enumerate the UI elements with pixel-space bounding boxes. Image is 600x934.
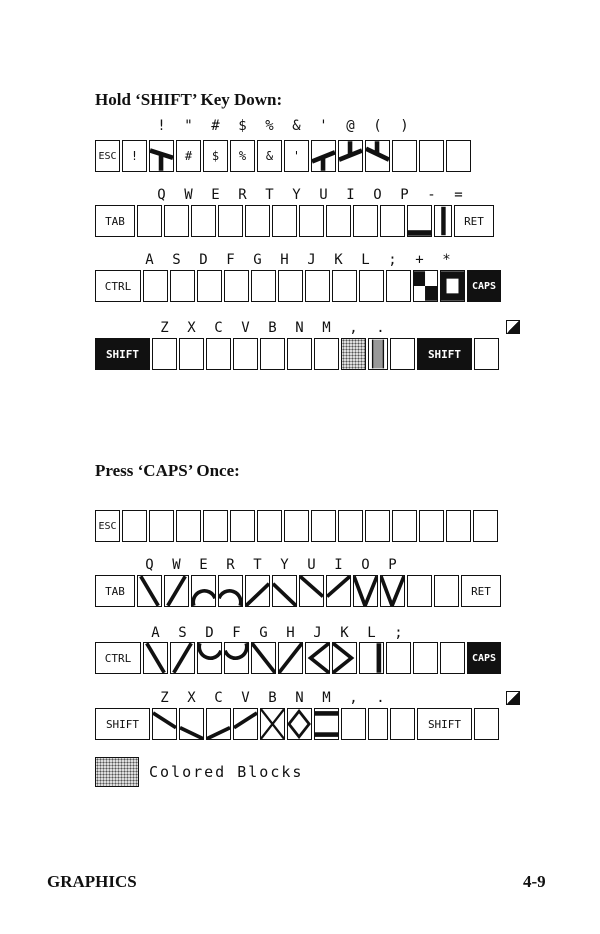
s1-row1-keys bbox=[95, 140, 471, 172]
s1-row3-keys bbox=[95, 270, 501, 302]
caps-key[interactable]: CAPS bbox=[467, 270, 501, 302]
key-star-graphic[interactable] bbox=[440, 270, 465, 302]
shift-right-key[interactable]: SHIFT bbox=[417, 338, 472, 370]
shift-left-key-2[interactable]: SHIFT bbox=[95, 708, 150, 740]
return-key-2[interactable]: RET bbox=[461, 575, 501, 607]
key-h[interactable] bbox=[278, 270, 303, 302]
key-r[interactable] bbox=[218, 205, 243, 237]
key-l[interactable] bbox=[359, 270, 384, 302]
key-7[interactable]: ' bbox=[284, 140, 309, 172]
key-minus-graphic[interactable] bbox=[407, 205, 432, 237]
tab-key-2[interactable]: TAB bbox=[95, 575, 135, 607]
key-comma-dotted[interactable] bbox=[341, 338, 366, 370]
section2-heading: Press ‘CAPS’ Once: bbox=[95, 461, 240, 480]
key-j[interactable] bbox=[305, 270, 330, 302]
s2-row1-keys bbox=[95, 510, 498, 542]
s1-row4-labels: Z X C V B N M , . bbox=[160, 320, 385, 336]
key-6[interactable]: & bbox=[257, 140, 282, 172]
ctrl-key[interactable]: CTRL bbox=[95, 270, 141, 302]
footer-left: GRAPHICS bbox=[47, 872, 137, 891]
key-2-graphic[interactable] bbox=[149, 140, 174, 172]
key-equals-graphic[interactable] bbox=[434, 205, 452, 237]
s1-row4-keys bbox=[95, 338, 499, 370]
key-y[interactable] bbox=[272, 205, 297, 237]
key-s[interactable] bbox=[170, 270, 195, 302]
shift-right-key-2[interactable]: SHIFT bbox=[417, 708, 472, 740]
s1-row3-labels: A S D F G H J K L ; + * bbox=[145, 252, 451, 268]
esc-key-2[interactable]: ESC bbox=[95, 510, 120, 542]
s2-row2-keys bbox=[95, 575, 501, 607]
key-5[interactable]: % bbox=[230, 140, 255, 172]
esc-key[interactable]: ESC bbox=[95, 140, 120, 172]
footer-right: 4-9 bbox=[523, 872, 546, 891]
section1-heading: Hold ‘SHIFT’ Key Down: bbox=[95, 90, 283, 109]
key-semicolon[interactable] bbox=[386, 270, 411, 302]
key-blank-1[interactable] bbox=[392, 140, 417, 172]
atari-corner-icon-2 bbox=[506, 691, 520, 705]
s2-row4-labels: Z X C V B N M , . bbox=[160, 690, 385, 706]
tab-key[interactable]: TAB bbox=[95, 205, 135, 237]
s1-row2-labels: Q W E R T Y U I O P - = bbox=[157, 187, 463, 203]
key-slash[interactable] bbox=[390, 338, 415, 370]
key-u[interactable] bbox=[299, 205, 324, 237]
s2-row3-labels: A S D F G H J K L ; bbox=[151, 625, 403, 641]
key-3[interactable]: # bbox=[176, 140, 201, 172]
key-d[interactable] bbox=[197, 270, 222, 302]
s1-row1-labels: ! " # $ % & ' @ ( ) bbox=[157, 118, 409, 134]
s2-row2-labels: Q W E R T Y U I O P bbox=[145, 557, 397, 573]
key-blank-3[interactable] bbox=[446, 140, 471, 172]
key-c[interactable] bbox=[206, 338, 231, 370]
key-atari[interactable] bbox=[474, 338, 499, 370]
key-p[interactable] bbox=[380, 205, 405, 237]
key-o[interactable] bbox=[353, 205, 378, 237]
ctrl-key-2[interactable]: CTRL bbox=[95, 642, 141, 674]
key-0-graphic[interactable] bbox=[365, 140, 390, 172]
key-t[interactable] bbox=[245, 205, 270, 237]
key-9-graphic[interactable] bbox=[338, 140, 363, 172]
key-f[interactable] bbox=[224, 270, 249, 302]
key-n[interactable] bbox=[287, 338, 312, 370]
atari-corner-icon bbox=[506, 320, 520, 334]
s2-row3-keys bbox=[95, 642, 501, 674]
key-z[interactable] bbox=[152, 338, 177, 370]
s1-row2-keys bbox=[95, 205, 494, 237]
colored-block-swatch bbox=[95, 757, 139, 787]
key-x[interactable] bbox=[179, 338, 204, 370]
legend bbox=[95, 757, 303, 787]
s2-row4-keys bbox=[95, 708, 499, 740]
key-i[interactable] bbox=[326, 205, 351, 237]
key-a[interactable] bbox=[143, 270, 168, 302]
key-blank-2[interactable] bbox=[419, 140, 444, 172]
key-b[interactable] bbox=[260, 338, 285, 370]
key-w[interactable] bbox=[164, 205, 189, 237]
key-v[interactable] bbox=[233, 338, 258, 370]
key-k[interactable] bbox=[332, 270, 357, 302]
key-plus-graphic[interactable] bbox=[413, 270, 438, 302]
caps-key-2[interactable]: CAPS bbox=[467, 642, 501, 674]
key-period-graphic[interactable] bbox=[368, 338, 388, 370]
key-1[interactable]: ! bbox=[122, 140, 147, 172]
key-m[interactable] bbox=[314, 338, 339, 370]
key-e[interactable] bbox=[191, 205, 216, 237]
return-key[interactable]: RET bbox=[454, 205, 494, 237]
key-4[interactable]: $ bbox=[203, 140, 228, 172]
legend-text: Colored Blocks bbox=[149, 763, 304, 781]
shift-left-key[interactable]: SHIFT bbox=[95, 338, 150, 370]
key-g[interactable] bbox=[251, 270, 276, 302]
key-q[interactable] bbox=[137, 205, 162, 237]
key-8-graphic[interactable] bbox=[311, 140, 336, 172]
